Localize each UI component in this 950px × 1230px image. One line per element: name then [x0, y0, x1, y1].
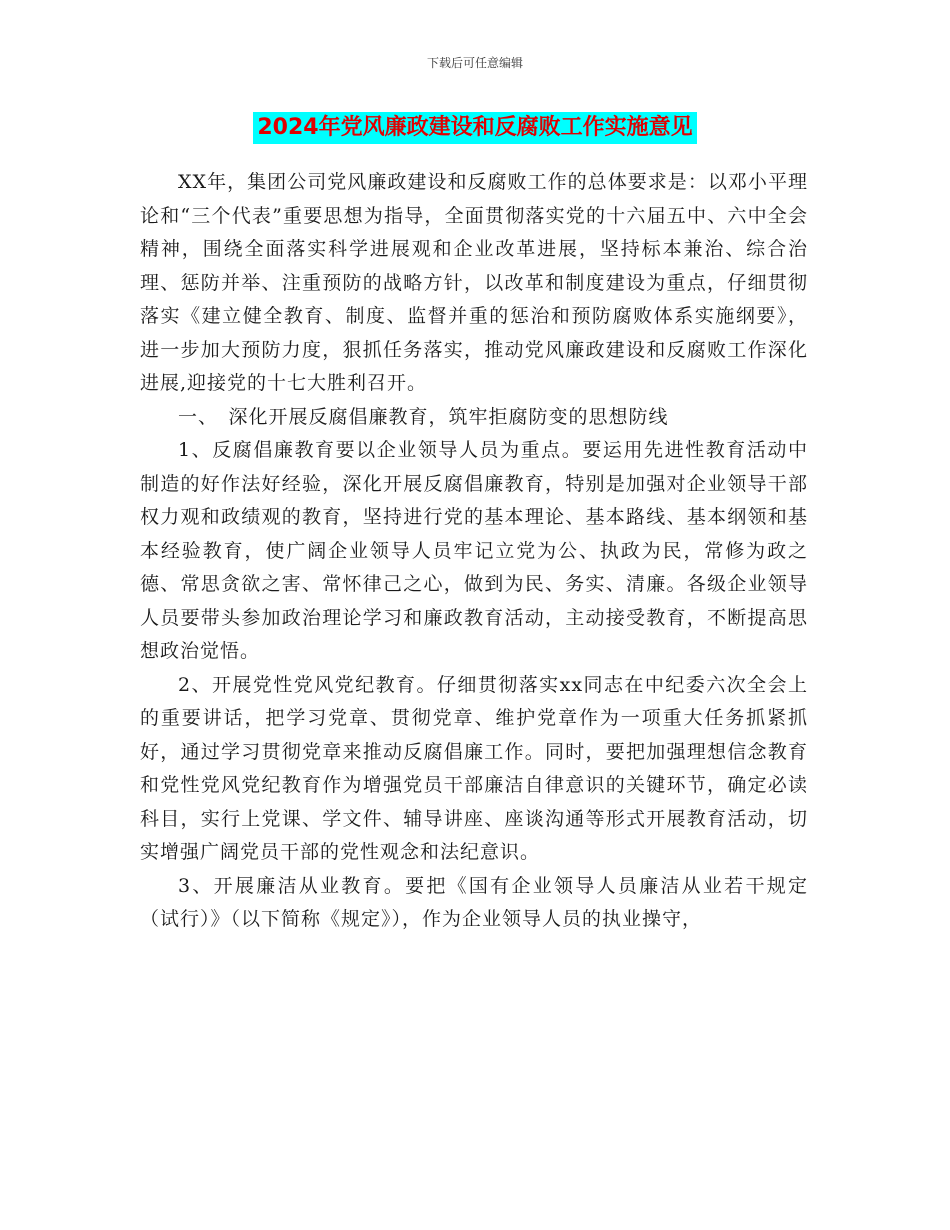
- paragraph-intro: XX年，集团公司党风廉政建设和反腐败工作的总体要求是：以邓小平理论和“三个代表”重要思想为指导，全面贯彻落实党的十六届五中、六中全会精神，围绕全面落实科学进展观和企业改革进展，坚持标本兼治、综合治理、惩防并举、注重预防的战略方针，以改革和制度建设为重点，仔细贯彻落实《建立健全教育、制度、监督并重的惩治和预防腐败体系实施纲要》，进一步加大预防力度，狠抓任务落实，推动党风廉政建设和反腐败工作深化进展,迎接党的十七大胜利召开。: [140, 171, 808, 394]
- paragraph-item-3: 3、开展廉洁从业教育。要把《国有企业领导人员廉洁从业若干规定（试行）》（以下简称《规定》），作为企业领导人员的执业操守，: [140, 874, 808, 930]
- paragraph-item-2: 2、开展党性党风党纪教育。仔细贯彻落实xx同志在中纪委六次全会上的重要讲话，把学习党章、贯彻党章、维护党章作为一项重大任务抓紧抓好，通过学习贯彻党章来推动反腐倡廉工作。同时，要把加强理想信念教育和党性党风党纪教育作为增强党员干部廉洁自律意识的关键环节，确定必读科目，实行上党课、学文件、辅导讲座、座谈沟通等形式开展教育活动，切实增强广阔党员干部的党性观念和法纪意识。: [140, 673, 808, 863]
- title-wrap: [0, 112, 950, 144]
- section-heading-1: 一、 深化开展反腐倡廉教育，筑牢拒腐防变的思想防线: [178, 405, 669, 428]
- document-body: [140, 166, 808, 937]
- paragraph-item-1: 1、反腐倡廉教育要以企业领导人员为重点。要运用先进性教育活动中制造的好作法好经验，深化开展反腐倡廉教育，特别是加强对企业领导干部权力观和政绩观的教育，坚持进行党的基本理论、基本路线、基本纲领和基本经验教育，使广阔企业领导人员牢记立党为公、执政为民，常修为政之德、常思贪欲之害、常怀律己之心，做到为民、务实、清廉。各级企业领导人员要带头参加政治理论学习和廉政教育活动，主动接受教育，不断提高思想政治觉悟。: [140, 439, 808, 662]
- document-title: 2024年党风廉政建设和反腐败工作实施意见: [253, 112, 696, 144]
- header-note: 下载后可任意编辑: [426, 56, 523, 70]
